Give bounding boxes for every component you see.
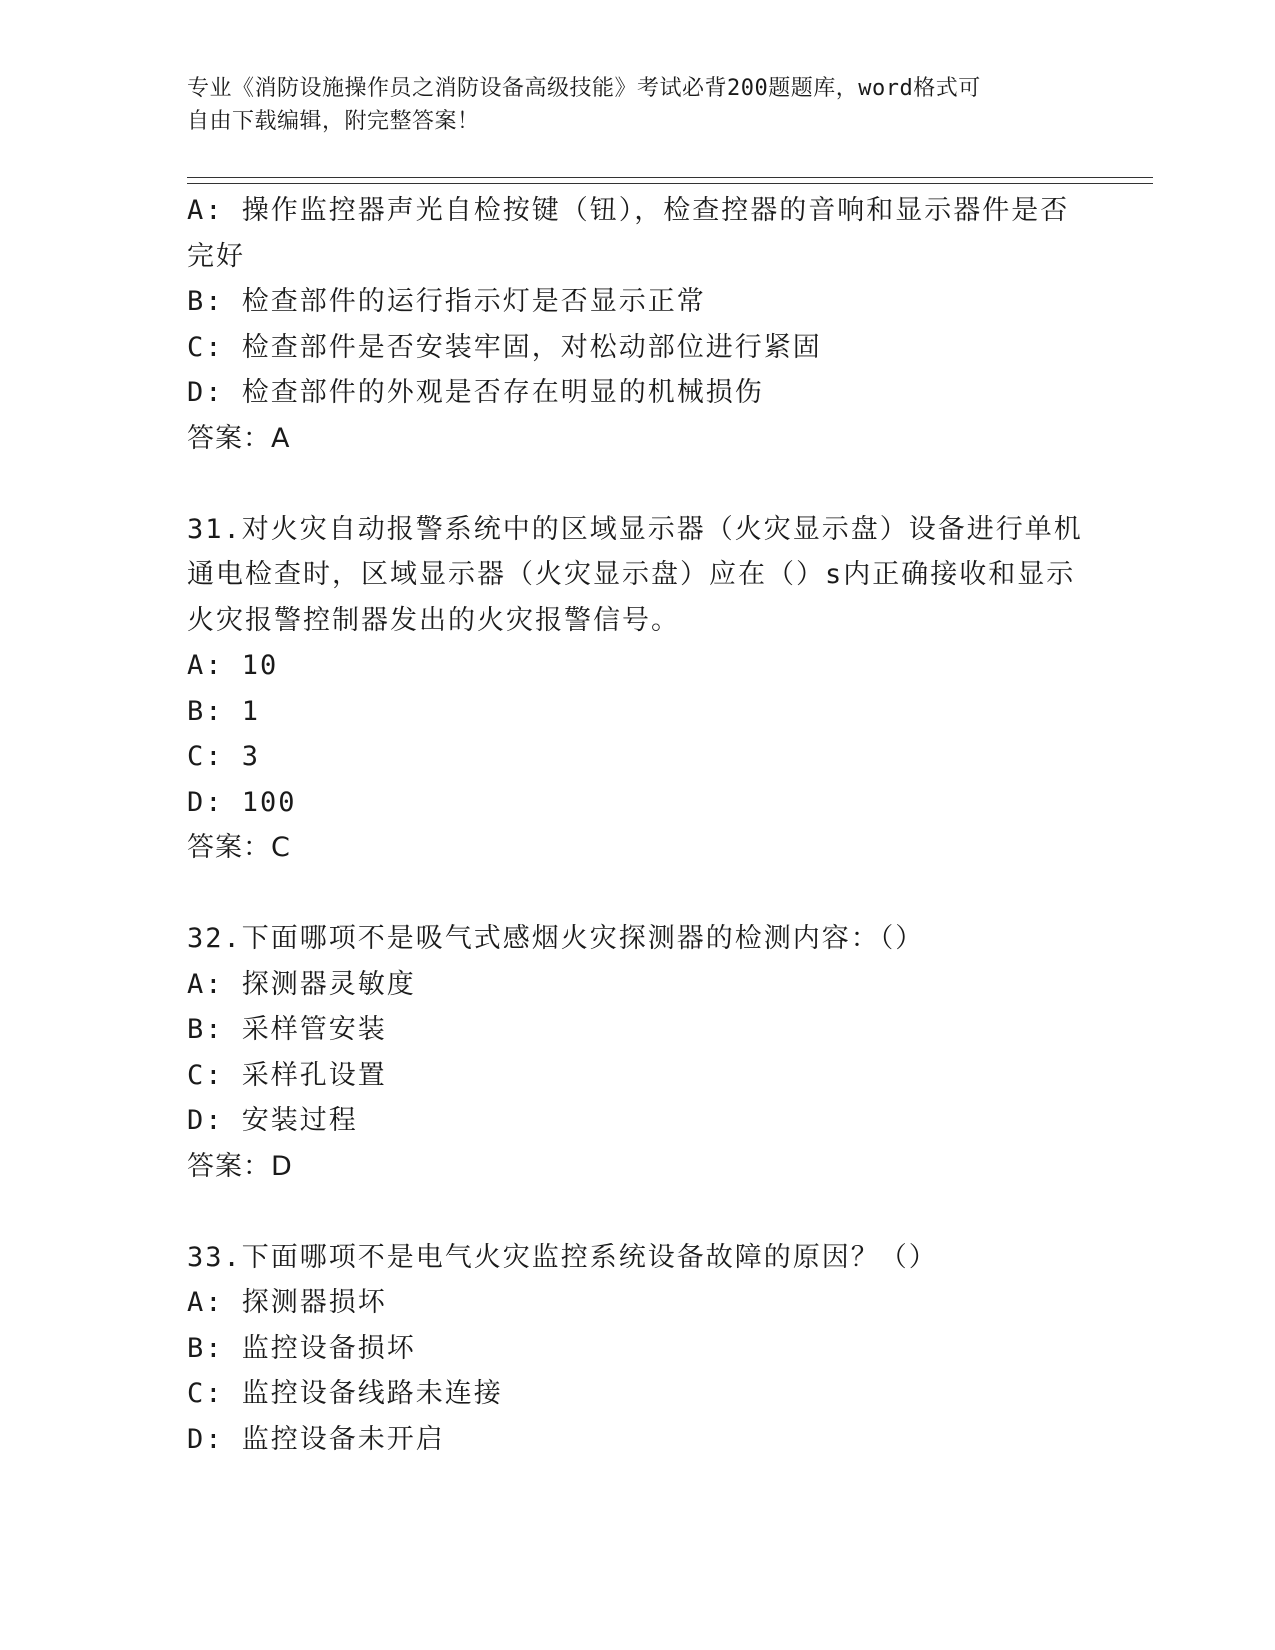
option-a-continued: 完好 — [187, 240, 245, 272]
question-30 — [187, 188, 1087, 461]
option-c: C: 采样孔设置 — [187, 1059, 387, 1091]
option-a: A: 操作监控器声光自检按键（钮），检查控器的音响和显示器件是否 — [187, 195, 1070, 226]
option-d: D: 安装过程 — [187, 1105, 358, 1136]
option-c: C: 监控设备线路未连接 — [187, 1378, 503, 1409]
option-b: B: 监控设备损坏 — [187, 1332, 416, 1364]
option-a: A: 10 — [187, 650, 279, 681]
question-stem: 32.下面哪项不是吸气式感烟火灾探测器的检测内容：（） — [187, 923, 925, 954]
question-33 — [187, 1235, 1087, 1463]
header-double-rule — [187, 177, 1153, 184]
question-stem-line-3: 火灾报警控制器发出的火灾报警信号。 — [187, 604, 680, 636]
answer: 答案：C — [187, 832, 291, 863]
option-d: D: 检查部件的外观是否存在明显的机械损伤 — [187, 377, 764, 408]
option-a: A: 探测器灵敏度 — [187, 968, 416, 1000]
option-d: D: 100 — [187, 786, 297, 818]
question-32 — [187, 916, 1087, 1189]
option-a: A: 探测器损坏 — [187, 1287, 387, 1318]
page-header — [187, 72, 1087, 138]
answer: 答案：D — [187, 1150, 293, 1182]
question-stem-line-1: 31.对火灾自动报警系统中的区域显示器（火灾显示盘）设备进行单机 — [187, 513, 1083, 545]
question-list — [187, 188, 1087, 1462]
header-title-line-1: 专业《消防设施操作员之消防设备高级技能》考试必背200题题库，word格式可 — [187, 76, 981, 101]
spacer — [187, 461, 1087, 507]
option-c: C: 3 — [187, 741, 261, 772]
spacer — [187, 871, 1087, 917]
option-b: B: 检查部件的运行指示灯是否显示正常 — [187, 286, 706, 317]
option-c: C: 检查部件是否安装牢固，对松动部位进行紧固 — [187, 331, 822, 363]
answer: 答案：A — [187, 422, 291, 454]
question-stem: 33.下面哪项不是电气火灾监控系统设备故障的原因？（） — [187, 1241, 938, 1273]
question-stem-line-2: 通电检查时，区域显示器（火灾显示盘）应在（）s内正确接收和显示 — [187, 559, 1076, 590]
option-d: D: 监控设备未开启 — [187, 1423, 445, 1455]
question-31 — [187, 507, 1087, 871]
header-title-line-2: 自由下载编辑，附完整答案！ — [187, 109, 480, 134]
spacer — [187, 1189, 1087, 1235]
option-b: B: 采样管安装 — [187, 1014, 387, 1045]
option-b: B: 1 — [187, 695, 261, 727]
